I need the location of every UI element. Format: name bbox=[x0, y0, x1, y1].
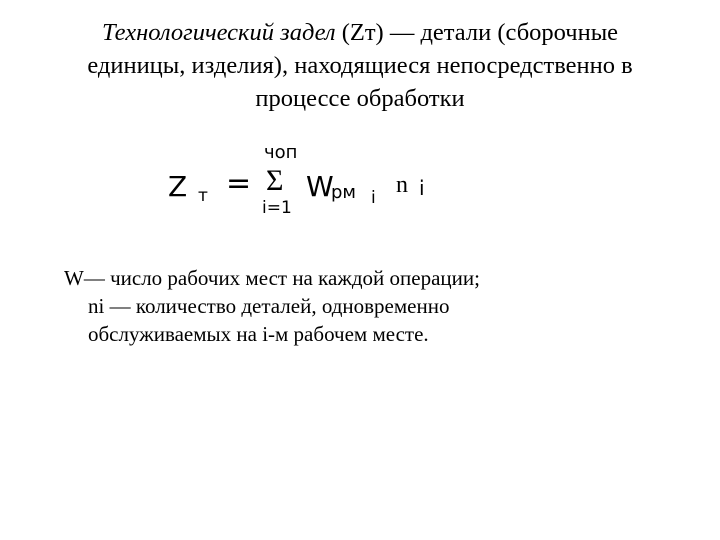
title-line-1 bbox=[20, 16, 700, 49]
title-line-3: процессе обработки bbox=[255, 85, 465, 112]
formula-lhs-subscript: т bbox=[198, 186, 208, 206]
note-line-1: W— число рабочих мест на каждой операции; bbox=[64, 266, 480, 290]
formula-term-w-subscript: рм bbox=[331, 182, 357, 203]
formula bbox=[160, 142, 460, 232]
formula-term-n: n bbox=[396, 172, 408, 198]
slide-title bbox=[20, 16, 700, 115]
note-line-3: обслуживаемых на i-м рабочем месте. bbox=[88, 322, 429, 346]
formula-sum-upper-limit: чоп bbox=[264, 142, 298, 163]
formula-term-w-index: i bbox=[371, 188, 376, 208]
formula-sum-symbol: Σ bbox=[266, 164, 284, 197]
formula-lhs-symbol: Z bbox=[168, 170, 188, 203]
formula-term-n-index: i bbox=[419, 176, 425, 200]
formula-equals: = bbox=[226, 166, 252, 201]
note-line-2: ni — количество деталей, одновременно bbox=[88, 294, 450, 318]
formula-sum-lower-limit: i=1 bbox=[262, 198, 292, 218]
title-line-2: единицы, изделия), находящиеся непосредственно в bbox=[87, 52, 633, 79]
notes bbox=[64, 264, 624, 348]
title-term: Технологический задел bbox=[101, 19, 336, 46]
formula-term-w: W bbox=[306, 170, 334, 203]
title-rest: (Zт) — детали (сборочные bbox=[335, 19, 619, 46]
